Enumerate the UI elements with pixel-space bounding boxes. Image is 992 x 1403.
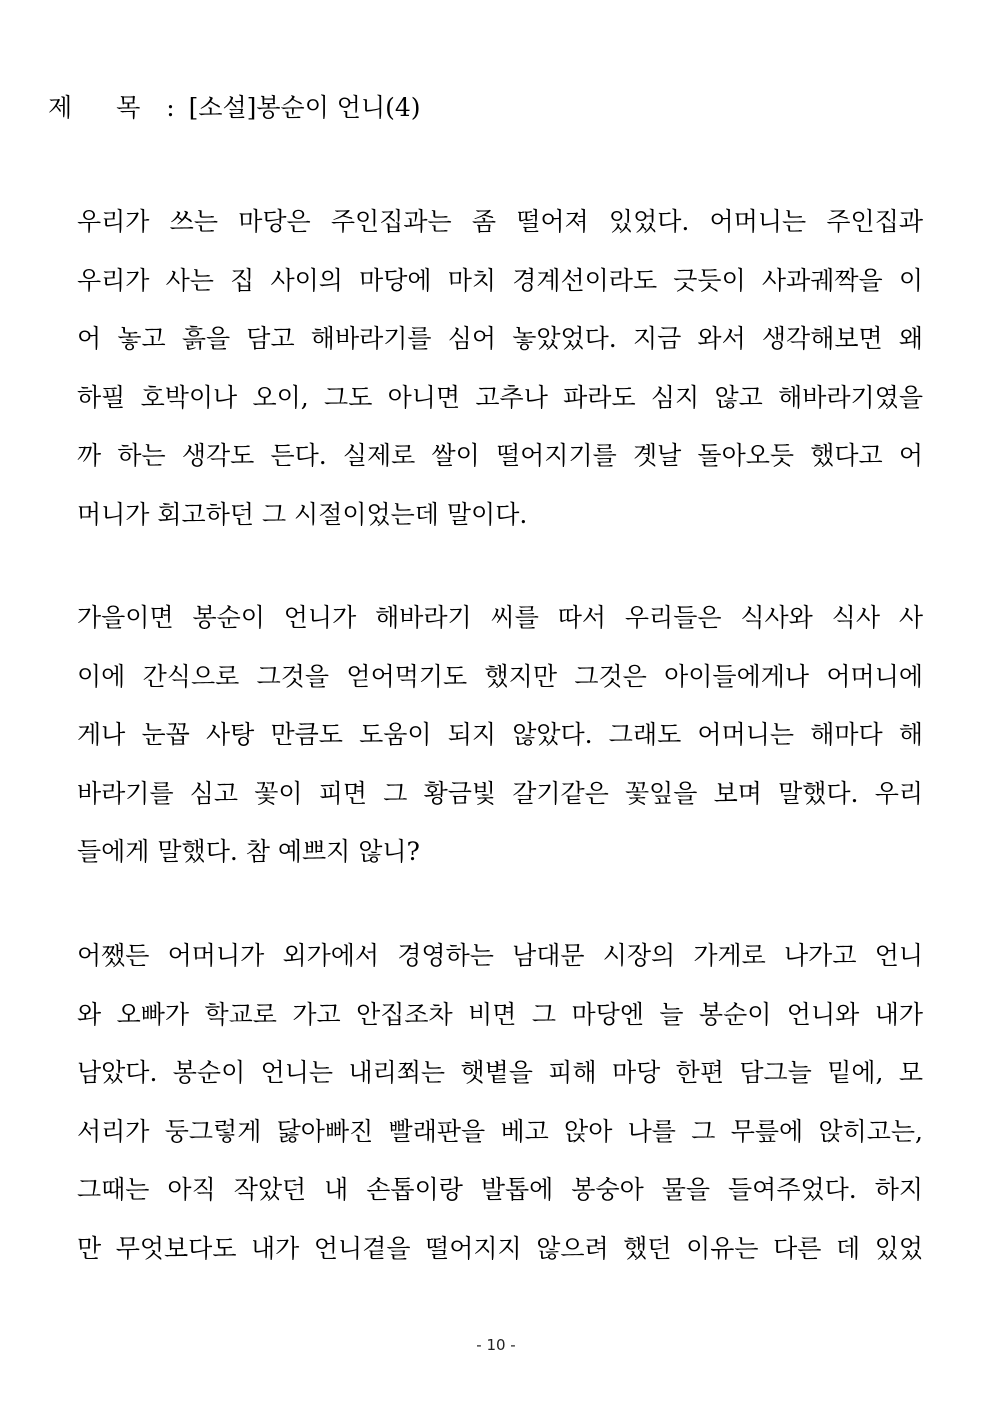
text-line: 우리가 쓰는 마당은 주인집과는 좀 떨어져 있었다. 어머니는 주인집과 bbox=[77, 207, 923, 236]
text-line: 바라기를 심고 꽃이 피면 그 황금빛 갈기같은 꽃잎을 보며 말했다. 우리 bbox=[77, 778, 923, 808]
text-line: 와 오빠가 학교로 가고 안집조차 비면 그 마당엔 늘 봉순이 언니와 내가 bbox=[77, 999, 923, 1029]
text-line: 만 무엇보다도 내가 언니곁을 떨어지지 않으려 했던 이유는 다른 데 있었 bbox=[77, 1233, 923, 1263]
text-line: 게나 눈꼽 사탕 만큼도 도움이 되지 않았다. 그래도 어머니는 해마다 해 bbox=[77, 720, 923, 749]
paragraph-3 bbox=[77, 927, 923, 1278]
text-line: 이에 간식으로 그것을 얻어먹기도 했지만 그것은 아이들에게나 어머니에 bbox=[77, 661, 923, 691]
title-text: [소설]봉순이 언니(4) bbox=[188, 93, 421, 122]
title-colon: : bbox=[166, 93, 175, 122]
text-line: 들에게 말했다. 참 예쁘지 않니? bbox=[77, 837, 420, 866]
text-line: 그때는 아직 작았던 내 손톱이랑 발톱에 봉숭아 물을 들여주었다. 하지 bbox=[77, 1175, 923, 1204]
text-line: 까 하는 생각도 든다. 실제로 쌀이 떨어지기를 곗날 돌아오듯 했다고 어 bbox=[77, 441, 923, 470]
text-line: 우리가 사는 집 사이의 마당에 마치 경계선이라도 긋듯이 사과궤짝을 이 bbox=[77, 265, 923, 295]
text-line: 어 놓고 흙을 담고 해바라기를 심어 놓았었다. 지금 와서 생각해보면 왜 bbox=[77, 324, 923, 353]
text-line: 하필 호박이나 오이, 그도 아니면 고추나 파라도 심지 않고 해바라기였을 bbox=[77, 382, 923, 412]
text-line: 어쨌든 어머니가 외가에서 경영하는 남대문 시장의 가게로 나가고 언니 bbox=[77, 941, 923, 970]
text-line: 서리가 둥그렇게 닳아빠진 빨래판을 베고 앉아 나를 그 무릎에 앉히고는, bbox=[77, 1116, 923, 1146]
paragraph-2 bbox=[77, 589, 923, 882]
title-label: 제 목 bbox=[48, 93, 159, 122]
document-title bbox=[48, 88, 421, 128]
page-number: - 10 - bbox=[476, 1336, 516, 1354]
text-line: 가을이면 봉순이 언니가 해바라기 씨를 따서 우리들은 식사와 식사 사 bbox=[77, 603, 923, 632]
text-line: 남았다. 봉순이 언니는 내리쬐는 햇볕을 피해 마당 한편 담그늘 밑에, 모 bbox=[77, 1058, 923, 1087]
paragraph-1 bbox=[77, 193, 923, 544]
text-line: 머니가 회고하던 그 시절이었는데 말이다. bbox=[77, 499, 528, 529]
